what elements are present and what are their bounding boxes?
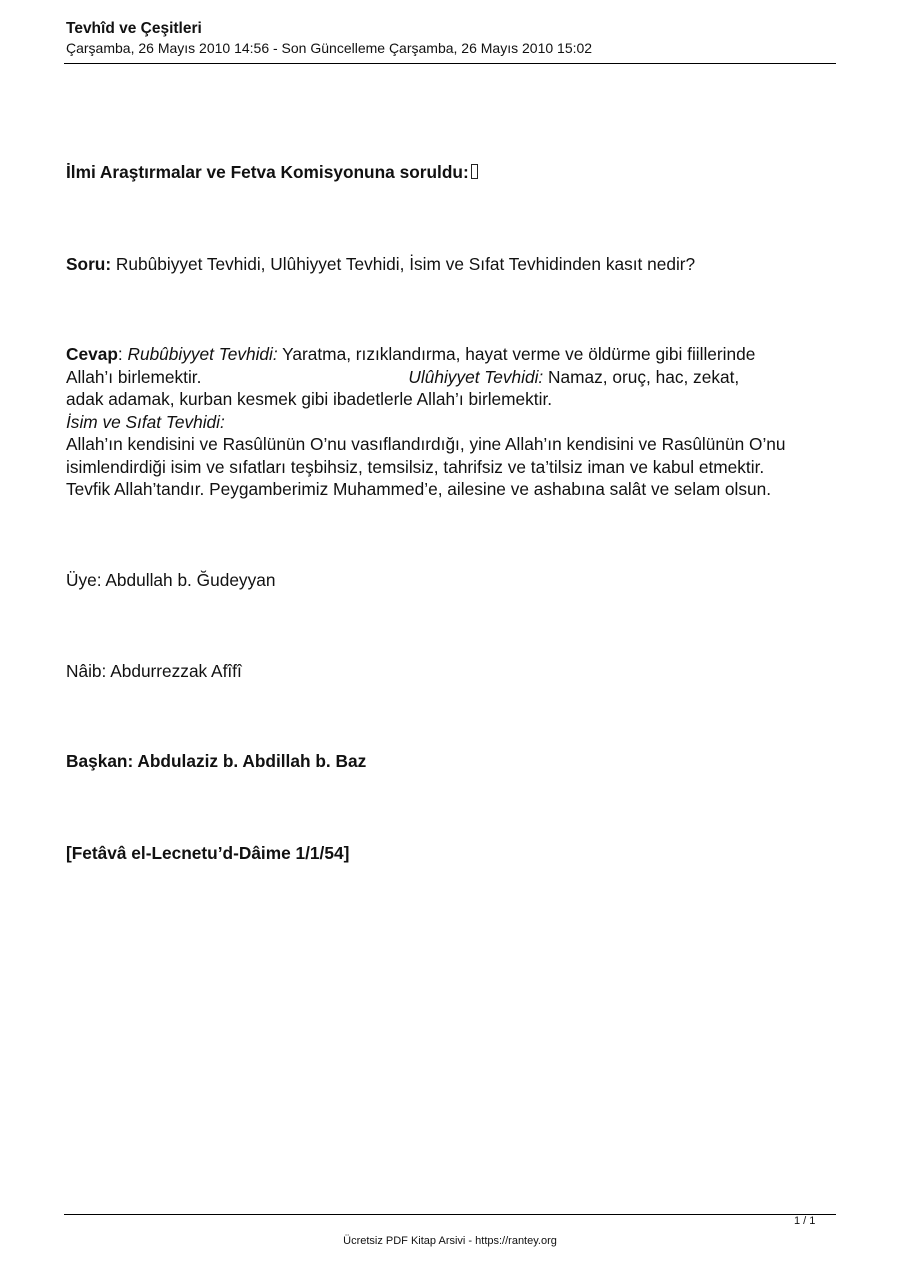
uluhiyyet-text: Namaz, oruç, hac, zekat, [543, 366, 740, 387]
document-dates: Çarşamba, 26 Mayıs 2010 14:56 - Son Güncelleme Çarşamba, 26 Mayıs 2010 15:02 [66, 40, 593, 56]
answer-colon: : [117, 344, 128, 364]
source-reference: [Fetâvâ el-Lecnetu’d-Dâime 1/1/54] [66, 843, 350, 863]
question-label: Soru: [66, 254, 112, 274]
isim-sifat-term: İsim ve Sıfat Tevhidi: [66, 411, 225, 432]
line2-start: Allah’ı birlemektir. [66, 366, 202, 387]
president-signature: Başkan: Abdulaziz b. Abdillah b. Baz [66, 751, 367, 771]
rububiyyet-text: Yaratma, rızıklandırma, hayat verme ve öldürme gibi fiillerinde [277, 344, 756, 364]
answer-line-3: adak adamak, kurban kesmek gibi ibadetlerle Allah’ı birlemektir. [66, 389, 553, 409]
footer-divider [64, 1214, 836, 1215]
member-signature: Üye: Abdullah b. Ğudeyyan [66, 570, 276, 590]
deputy-signature: Nâib: Abdurrezzak Afîfî [66, 661, 242, 681]
answer-line-2 [66, 366, 856, 389]
answer-label: Cevap [66, 344, 118, 364]
answer-line-5: Allah’ın kendisini ve Rasûlünün O’nu vasıflandırdığı, yine Allah’ın kendisini ve Rasûlünün O’nu [66, 434, 786, 454]
header-divider [64, 63, 836, 64]
answer-paragraph [66, 343, 856, 501]
uluhiyyet-term: Ulûhiyyet Tevhidi: [408, 366, 544, 387]
page-number: 1 / 1 [794, 1215, 816, 1227]
commission-text: İlmi Araştırmalar ve Fetva Komisyonuna soruldu: [66, 162, 469, 182]
missing-glyph-icon [471, 164, 478, 179]
commission-heading [66, 161, 856, 184]
question-text: Rubûbiyyet Tevhidi, Ulûhiyyet Tevhidi, İsim ve Sıfat Tevhidinden kasıt nedir? [111, 254, 696, 274]
question-paragraph [66, 253, 856, 276]
answer-line-1 [66, 343, 856, 366]
footer-text: Ücretsiz PDF Kitap Arsivi - https://rantey.org [343, 1235, 557, 1247]
answer-line-6: isimlendirdiği isim ve sıfatları teşbihsiz, temsilsiz, tahrifsiz ve ta’tilsiz iman ve kabul etmektir. [66, 456, 765, 477]
document-title: Tevhîd ve Çeşitleri [66, 20, 202, 37]
rububiyyet-term: Rubûbiyyet Tevhidi: [127, 344, 278, 364]
answer-line-7: Tevfik Allah’tandır. Peygamberimiz Muhammed’e, ailesine ve ashabına salât ve selam olsun. [66, 479, 772, 499]
